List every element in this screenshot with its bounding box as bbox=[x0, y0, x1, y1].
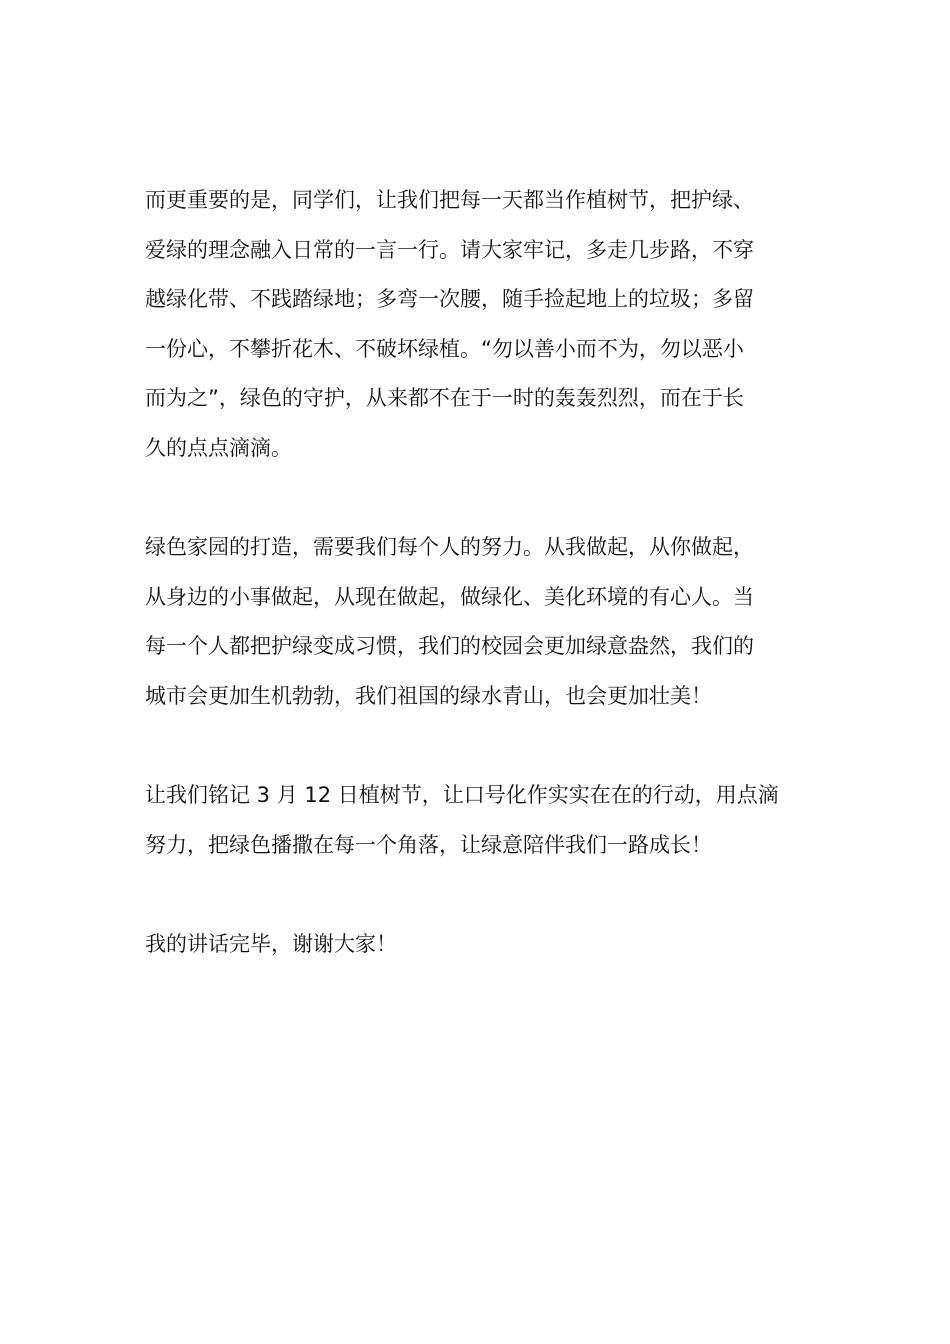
text-line: 让我们铭记 3 月 12 日植树节，让口号化作实实在在的行动，用点滴 bbox=[145, 783, 779, 808]
text-line: 而更重要的是，同学们，让我们把每一天都当作植树节，把护绿、 bbox=[145, 188, 754, 212]
paragraph-2 bbox=[145, 523, 807, 721]
paragraph-spacer bbox=[145, 474, 807, 524]
text-line: 一份心，不攀折花木、不破坏绿植。“勿以善小而不为，勿以恶小 bbox=[145, 336, 744, 361]
paragraph-spacer bbox=[145, 722, 807, 772]
paragraph-1 bbox=[145, 176, 807, 474]
text-line: 而为之”，绿色的守护，从来都不在于一时的轰轰烈烈，而在于长 bbox=[145, 386, 744, 411]
paragraph-3 bbox=[145, 771, 807, 870]
text-line: 从身边的小事做起，从现在做起，做绿化、美化环境的有心人。当 bbox=[145, 584, 754, 609]
text-line: 爱绿的理念融入日常的一言一行。请大家牢记，多走几步路，不穿 bbox=[145, 237, 754, 262]
paragraph-spacer bbox=[145, 870, 807, 920]
text-line: 努力，把绿色播撒在每一个角落，让绿意陪伴我们一路成长！ bbox=[145, 832, 712, 857]
text-line: 每一个人都把护绿变成习惯，我们的校园会更加绿意盎然，我们的 bbox=[145, 634, 754, 659]
text-line: 越绿化带、不践踏绿地；多弯一次腰，随手捡起地上的垃圾；多留 bbox=[145, 287, 754, 312]
paragraph-4 bbox=[145, 920, 807, 970]
text-line: 绿色家园的打造，需要我们每个人的努力。从我做起，从你做起， bbox=[145, 535, 754, 560]
text-line: 城市会更加生机勃勃，我们祖国的绿水青山，也会更加壮美！ bbox=[145, 683, 712, 708]
text-line: 久的点点滴滴。 bbox=[145, 435, 292, 460]
document-body bbox=[145, 176, 807, 970]
text-line: 我的讲话完毕，谢谢大家！ bbox=[145, 931, 397, 956]
